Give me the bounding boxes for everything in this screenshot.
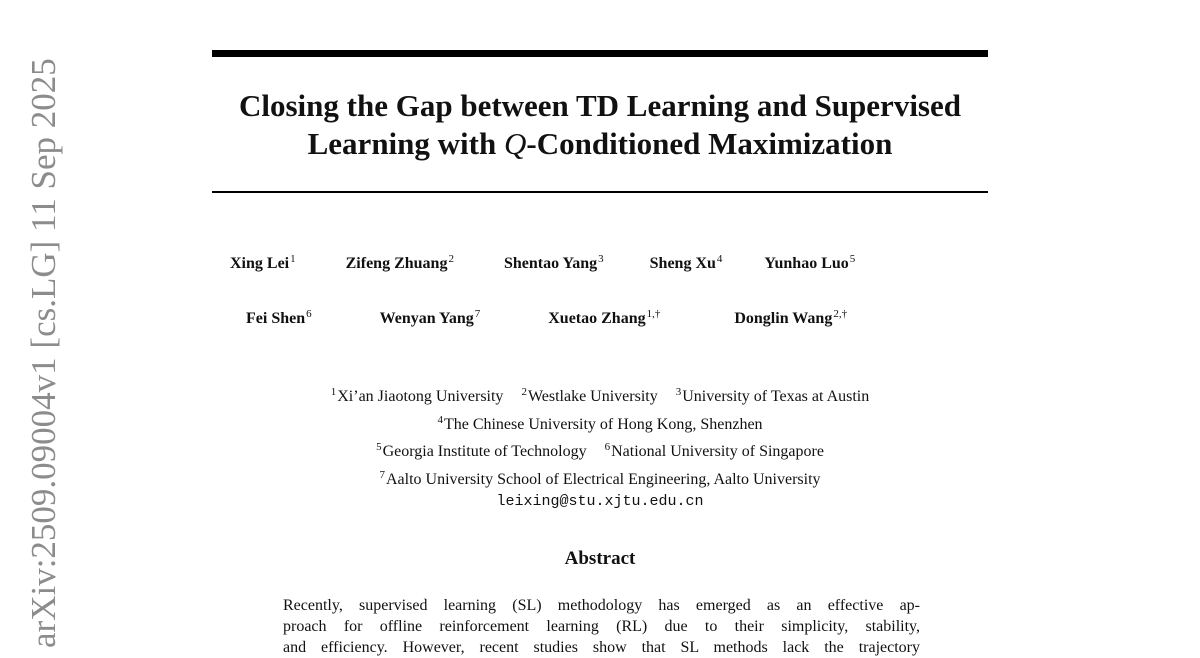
author-affil-sup: 1,†: [646, 308, 661, 320]
affiliation-line: [212, 464, 988, 492]
affiliation: The Chinese University of Hong Kong, Shenzhen: [443, 415, 763, 433]
affiliation-line: [212, 409, 988, 437]
abstract-body: [283, 595, 920, 658]
author-name: Fei Shen: [246, 310, 306, 327]
title-line-2-prefix: Learning with: [307, 126, 504, 161]
author-name: Xing Lei: [230, 255, 290, 272]
author-name: Donglin Wang: [734, 310, 833, 327]
affil-sup: 2: [521, 386, 527, 398]
abstract-line: Recently, supervised learning (SL) methodology has emerged as an effective ap-: [283, 597, 920, 614]
author-affil-sup: 4: [716, 253, 723, 265]
affiliation: Westlake University: [527, 388, 658, 405]
author-affil-sup: 1: [290, 253, 296, 265]
author: [734, 304, 847, 329]
title-line-1: Closing the Gap between TD Learning and Supervised: [238, 88, 961, 123]
author: [230, 249, 296, 274]
author: [246, 304, 312, 329]
contact-email[interactable]: leixing@stu.xjtu.edu.cn: [496, 493, 704, 510]
abstract-line: proach for offline reinforcement learning (RL) due to their simplicity, stability,: [283, 618, 920, 635]
affil-sup: 6: [604, 441, 611, 453]
author: [504, 249, 604, 274]
affil-sup: 5: [376, 441, 382, 453]
title-bottom-rule: [212, 191, 988, 193]
affiliation-line: [212, 381, 988, 409]
title-line-2-suffix: -Conditioned Maximization: [526, 126, 893, 161]
affil-sup: 3: [675, 386, 682, 398]
title-line-2: [212, 125, 988, 163]
author-row-2: [246, 304, 847, 329]
author-affil-sup: 6: [306, 308, 312, 320]
abstract-line: and efficiency. However, recent studies show that SL methods lack the trajectory: [283, 639, 920, 656]
author: [764, 249, 855, 274]
affil-sup: 4: [437, 413, 443, 426]
author-name: Shentao Yang: [503, 255, 598, 272]
affiliation: Xi’an Jiaotong University: [337, 388, 504, 405]
author-affil-sup: 3: [598, 253, 604, 265]
affiliation-line: [212, 436, 988, 464]
author: [380, 304, 481, 329]
title-q-symbol: Q: [503, 126, 527, 161]
affil-sup: 1: [330, 386, 337, 398]
title-top-rule: [212, 50, 988, 57]
affiliation: University of Texas at Austin: [682, 388, 870, 405]
author-name: Yunhao Luo: [764, 255, 849, 272]
author-name: Zifeng Zhuang: [345, 255, 448, 272]
affiliations: [212, 381, 988, 514]
affiliation: Georgia Institute of Technology: [382, 443, 587, 460]
author-name: Sheng Xu: [649, 255, 716, 272]
author-row-1: [230, 249, 855, 274]
author: [650, 249, 723, 274]
author-affil-sup: 7: [474, 308, 481, 320]
paper-title: [212, 87, 988, 163]
author-affil-sup: 2,†: [833, 308, 848, 320]
affil-sup: 7: [379, 468, 385, 481]
author: [548, 304, 660, 329]
author: [346, 249, 454, 274]
author-affil-sup: 2: [448, 253, 454, 265]
affiliation: Aalto University School of Electrical Engineering, Aalto University: [385, 470, 821, 488]
author-name: Xuetao Zhang: [548, 310, 646, 327]
affiliation: National University of Singapore: [611, 443, 824, 460]
author-affil-sup: 5: [849, 253, 856, 265]
arxiv-identifier-stamp: arXiv:2509.09004v1 [cs.LG] 11 Sep 2025: [24, 58, 63, 648]
abstract-heading: Abstract: [564, 548, 636, 569]
author-name: Wenyan Yang: [379, 310, 474, 327]
